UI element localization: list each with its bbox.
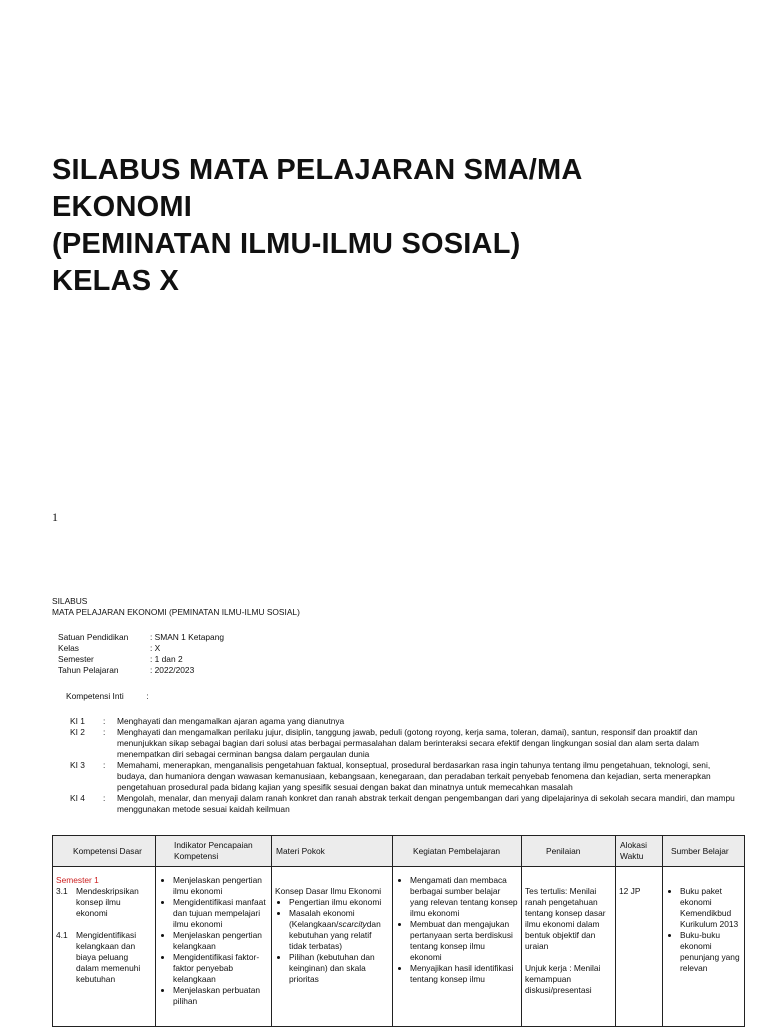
list-item: • Pilihan (kebutuhan dan keinginan) dan skala prioritas xyxy=(289,952,389,985)
silabus-header-line1: SILABUS xyxy=(52,596,88,606)
ki-colon: : xyxy=(103,760,106,770)
info-label: Semester xyxy=(58,654,94,664)
ki-colon: : xyxy=(103,793,106,803)
cell-penilaian xyxy=(522,867,616,1027)
title-line: KELAS X xyxy=(52,265,180,297)
ki-text: Menghayati dan mengamalkan perilaku jujur, disiplin, tanggung jawab, peduli (gotong royong, kerja sama, toleran, damai), santun, responsif dan proaktif dan menunjukkan sikap sebagai bagian dari solusi atas berbagai permasalahan dalam berinteraksi secara efektif dengan lingkungan sosial dan alam serta dalam menempatkan diri sebagai cerminan bangsa dalam pergaulan dunia xyxy=(117,727,699,759)
cell-kegiatan xyxy=(393,867,522,1027)
kd-text: Mendeskripsikan konsep ilmu ekonomi xyxy=(76,886,139,918)
school-info xyxy=(58,632,224,676)
silabus-header-line2: MATA PELAJARAN EKONOMI (PEMINATAN ILMU-ILMU SOSIAL) xyxy=(52,607,300,617)
info-label: Kelas xyxy=(58,643,79,653)
silabus-header xyxy=(52,596,732,618)
info-value: : X xyxy=(150,643,161,653)
col-penilaian: Penilaian xyxy=(522,836,616,867)
list-item: • Mengamati dan membaca berbagai sumber belajar yang relevan tentang konsep ilmu ekonomi xyxy=(410,875,518,919)
kd-item xyxy=(56,930,152,985)
ki-code: KI 1 xyxy=(70,716,85,726)
col-kompetensi-dasar: Kompetensi Dasar xyxy=(53,836,156,867)
ki-code: KI 4 xyxy=(70,793,85,803)
list-item: • Membuat dan mengajukan pertanyaan serta berdiskusi tentang konsep ilmu ekonomi xyxy=(410,919,518,963)
cell-indikator xyxy=(156,867,272,1027)
title-line: EKONOMI xyxy=(52,191,192,223)
ki-list xyxy=(52,716,742,815)
table-row xyxy=(53,867,745,1027)
list-item: • Menjelaskan perbuatan pilihan xyxy=(173,985,268,1007)
col-kegiatan: Kegiatan Pembelajaran xyxy=(393,836,522,867)
kd-number: 4.1 xyxy=(56,930,68,940)
list-item: • Masalah ekonomi (Kelangkaan/scarcitydan kebutuhan yang relatif tidak terbatas) xyxy=(289,908,389,952)
col-alokasi-waktu: Alokasi Waktu xyxy=(616,836,663,867)
kd-text: Mengidentifikasi kelangkaan dan biaya peluang dalam memenuhi kebutuhan xyxy=(76,930,141,984)
penilaian-text: Unjuk kerja : Menilai kemampuan diskusi/presentasi xyxy=(525,963,601,995)
ki-item xyxy=(52,716,742,727)
materi-title: Konsep Dasar Ilmu Ekonomi xyxy=(275,886,382,896)
semester-label: Semester 1 xyxy=(56,875,99,885)
cell-kompetensi-dasar xyxy=(53,867,156,1027)
title-line: SILABUS MATA PELAJARAN SMA/MA xyxy=(52,154,583,186)
cell-sumber-belajar xyxy=(663,867,745,1027)
col-indikator: Indikator Pencapaian Kompetensi xyxy=(156,836,272,867)
kompetensi-inti-heading xyxy=(66,691,149,702)
list-item: • Mengidentifikasi manfaat dan tujuan mempelajari ilmu ekonomi xyxy=(173,897,268,930)
kd-number: 3.1 xyxy=(56,886,68,896)
penilaian-text: Tes tertulis: Menilai ranah pengetahuan tentang konsep dasar ilmu ekonomi dalam bentuk objektif dan uraian xyxy=(525,886,606,951)
list-item: • Pengertian ilmu ekonomi xyxy=(289,897,389,908)
info-value: : SMAN 1 Ketapang xyxy=(150,632,225,642)
col-materi-pokok: Materi Pokok xyxy=(272,836,393,867)
kompetensi-inti-label: Kompetensi Inti xyxy=(66,691,124,701)
info-row xyxy=(58,643,224,654)
ki-item xyxy=(52,727,742,760)
cell-alokasi-waktu xyxy=(616,867,663,1027)
col-sumber-belajar: Sumber Belajar xyxy=(663,836,745,867)
table-header-row xyxy=(53,836,745,867)
kompetensi-inti-colon: : xyxy=(146,691,149,701)
ki-colon: : xyxy=(103,727,106,737)
kd-item xyxy=(56,886,152,919)
info-row xyxy=(58,632,224,643)
ki-text: Memahami, menerapkan, menganalisis pengetahuan faktual, konseptual, prosedural berdasarkan rasa ingin tahunya tentang ilmu pengetahuan, teknologi, seni, budaya, dan humaniora dengan wawasan kemanusiaan, kebangsaan, kenegaraan, dan peradaban terkait penyebab fenomena dan kejadian, serta menerapkan pengetahuan prosedural pada bidang kajian yang spesifik sesuai dengan bakat dan minatnya untuk memecahkan masalah xyxy=(117,760,711,792)
ki-colon: : xyxy=(103,716,106,726)
list-item: • Menyajikan hasil identifikasi tentang konsep ilmu xyxy=(410,963,518,985)
silabus-table xyxy=(52,835,745,1027)
list-item: • Menjelaskan pengertian ilmu ekonomi xyxy=(173,875,268,897)
cell-materi-pokok xyxy=(272,867,393,1027)
list-item: • Buku paket ekonomi Kemendikbud Kurikulum 2013 xyxy=(680,886,741,930)
document-title xyxy=(52,152,732,300)
info-value: : 1 dan 2 xyxy=(150,654,183,664)
list-item: • Menjelaskan pengertian kelangkaan xyxy=(173,930,268,952)
ki-text: Mengolah, menalar, dan menyaji dalam ranah konkret dan ranah abstrak terkait dengan pengembangan dari yang dipelajarinya di sekolah secara mandiri, dan mampu menggunakan metode sesuai kaidah keilmuan xyxy=(117,793,735,814)
info-row xyxy=(58,654,224,665)
ki-item xyxy=(52,793,742,815)
info-row xyxy=(58,665,224,676)
info-label: Satuan Pendidikan xyxy=(58,632,129,642)
page-number: 1 xyxy=(52,510,58,524)
list-item: • Mengidentifikasi faktor-faktor penyebab kelangkaan xyxy=(173,952,268,985)
title-line: (PEMINATAN ILMU-ILMU SOSIAL) xyxy=(52,228,521,260)
ki-code: KI 3 xyxy=(70,760,85,770)
ki-text: Menghayati dan mengamalkan ajaran agama yang dianutnya xyxy=(117,716,345,726)
ki-code: KI 2 xyxy=(70,727,85,737)
info-label: Tahun Pelajaran xyxy=(58,665,119,675)
alokasi-value: 12 JP xyxy=(619,886,641,896)
info-value: : 2022/2023 xyxy=(150,665,195,675)
ki-item xyxy=(52,760,742,793)
list-item: • Buku-buku ekonomi penunjang yang relevan xyxy=(680,930,741,974)
